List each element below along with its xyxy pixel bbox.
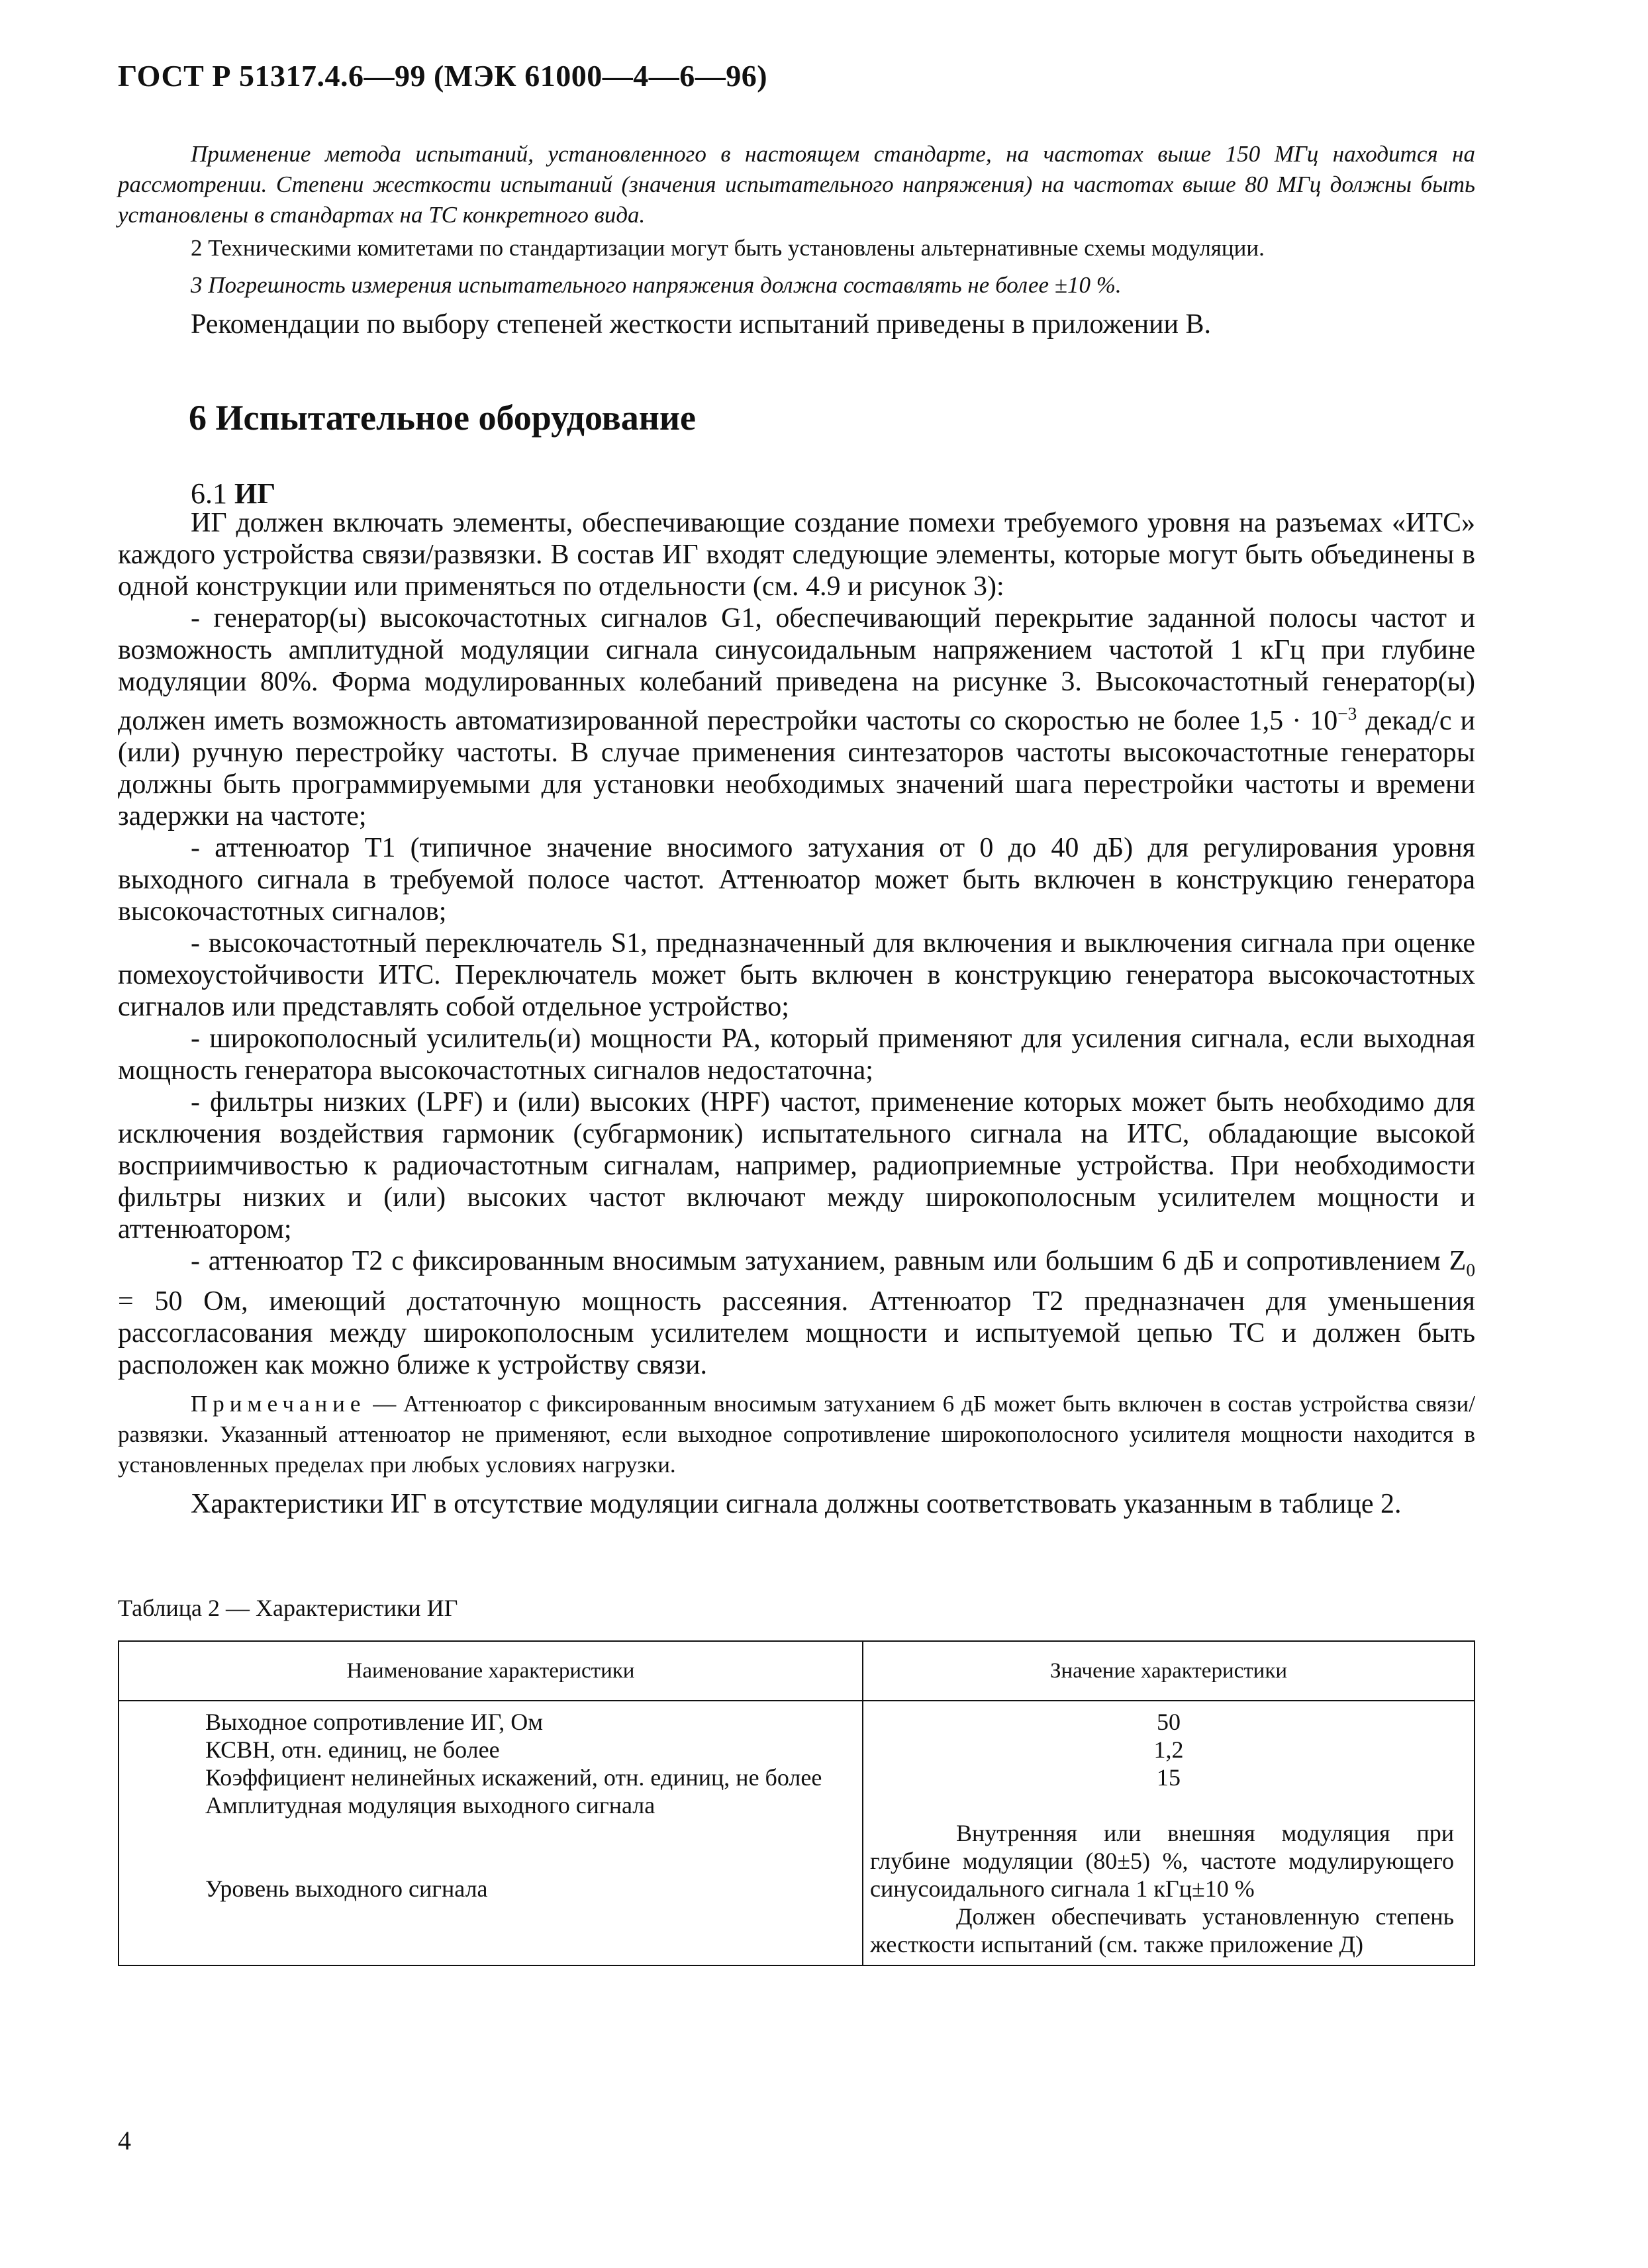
generator-text-b: декад/с и (или) ручную перестройку частоты. В случае применения синтезаторов частоты высокочастотные генераторы должны быть программируемыми для установки необходимых значений шага перестройки частоты и времени задержки на частоте; [118,706,1475,831]
recommendation-text: Рекомендации по выбору степеней жесткости испытаний приведены в приложении В. [191,309,1212,340]
characteristics-table [118,1640,1475,1966]
list-item-filters: - фильтры низких (LPF) и (или) высоких (HPF) частот, применение которых может быть необходимо для исключения воздействия гармоник (субгармоник) испытательного сигнала на ИТС, обладающие высокой восприимчивостью к радиочастотным сигналам, например, радиоприемные устройства. При необходимости фильтры низких и (или) высоких частот включают между широкополосным усилителем мощности и аттенюатором; [118,1087,1475,1245]
note-italic-1: Применение метода испытаний, установленного в настоящем стандарте, на частотах выше 150 МГц находится на рассмотрении. Степени жесткости испытаний (значения испытательного напряжения) на частотах выше 80 МГц должны быть установлены в стандартах на ТС конкретного вида. [118,141,1475,228]
row-value: Должен обеспечивать установленную степень жесткости испытаний (см. также приложение Д) [870,1903,1454,1958]
table-header-row [119,1641,1475,1701]
page-number: 4 [118,2126,131,2155]
generator-exponent: −3 [1337,704,1357,724]
row-value: 15 [1157,1764,1181,1791]
row-value: Внутренняя или внешняя модуляция при глубине модуляции (80±5) %, частоте модулирующего синусоидального сигнала 1 кГц±10 % [870,1820,1454,1902]
list-item-amplifier: - широкополосный усилитель(и) мощности РА, который применяют для усиления сигнала, если выходная мощность генератора высокочастотных сигналов недостаточна; [118,1023,1475,1086]
generator-text-a: - генератор(ы) высокочастотных сигналов G1, обеспечивающий перекрытие заданной полосы частот и возможность амплитудной модуляции сигнала синусоидальным напряжением частотой 1 кГц при глубине модуляции 80%. Форма модулированных колебаний приведена на рисунке 3. Высокочастотный генератор(ы) должен иметь возможность автоматизированной перестройки частоты со скоростью не более 1,5 · 10 [118,603,1475,736]
intro-paragraph: ИГ должен включать элементы, обеспечивающие создание помехи требуемого уровня на разъемах «ИТС» каждого устройства связи/развязки. В состав ИГ входят следующие элементы, которые могут быть объединены в одной конструкции или применяться по отдельности (см. 4.9 и рисунок 3): [118,508,1475,602]
equipment-list [118,507,1475,1520]
row-value: 50 [1157,1709,1181,1735]
document-header: ГОСТ Р 51317.4.6—99 (МЭК 61000—4—6—96) [118,59,768,93]
row-name: Амплитудная модуляция выходного сигнала [205,1792,655,1819]
table-row [119,1701,1475,1965]
list-item-switch-s1: - высокочастотный переключатель S1, предназначенный для включения и выключения сигнала при оценке помехоустойчивости ИТС. Переключатель может быть включен в конструкцию генератора высокочастотных сигналов или представлять собой отдельное устройство; [118,928,1475,1022]
row-name: Коэффициент нелинейных искажений, отн. единиц, не более [205,1764,822,1791]
note-3: 3 Погрешность измерения испытательного напряжения должна составлять не более ±10 %. [191,272,1122,298]
notes-block [118,139,1475,340]
section-title: 6 Испытательное оборудование [189,398,696,438]
list-item-attenuator-t1: - аттенюатор Т1 (типичное значение вносимого затухания от 0 до 40 дБ) для регулирования уровня выходного сигнала в требуемой полосе частот. Аттенюатор может быть включен в конструкцию генератора высокочастотных сигналов; [118,833,1475,927]
subsection-heading [191,477,275,510]
t2-text-b: = 50 Ом, имеющий достаточную мощность рассеяния. Аттенюатор Т2 предназначен для уменьшения рассогласования между широкополосным усилителем мощности и испытуемой цепью ТС и должен быть расположен как можно ближе к устройству связи. [118,1286,1475,1381]
subsection-title: ИГ [234,477,276,510]
note-2: 2 Техническими комитетами по стандартизации могут быть установлены альтернативные схемы модуляции. [191,235,1265,261]
table-header-name: Наименование характеристики [119,1641,863,1701]
row-name: Выходное сопротивление ИГ, Ом [205,1709,544,1735]
table-header-value: Значение характеристики [863,1641,1475,1701]
note-primech [118,1389,1475,1480]
table-caption: Таблица 2 — Характеристики ИГ [118,1595,458,1621]
list-item-generator [118,602,1475,832]
row-value: 1,2 [1153,1736,1184,1763]
row-name: Уровень выходного сигнала [205,1875,488,1902]
list-item-attenuator-t2 [118,1245,1475,1381]
primech-text: — Аттенюатор с фиксированным вносимым затуханием 6 дБ может быть включен в состав устройства связи/развязки. Указанный аттенюатор не применяют, если выходное сопротивление широкополосного усилителя мощности находится в установленных пределах при любых условиях нагрузки. [118,1391,1475,1478]
t2-subscript: 0 [1466,1260,1475,1280]
t2-text-a: - аттенюатор Т2 с фиксированным вносимым затуханием, равным или большим 6 дБ и сопротивлением Z [191,1246,1467,1276]
subsection-number: 6.1 [191,477,227,510]
row-name: КСВН, отн. единиц, не более [205,1736,500,1763]
characteristics-paragraph: Характеристики ИГ в отсутствие модуляции сигнала должны соответствовать указанным в таблице 2. [191,1489,1402,1520]
primech-label: Примечание [191,1391,366,1417]
